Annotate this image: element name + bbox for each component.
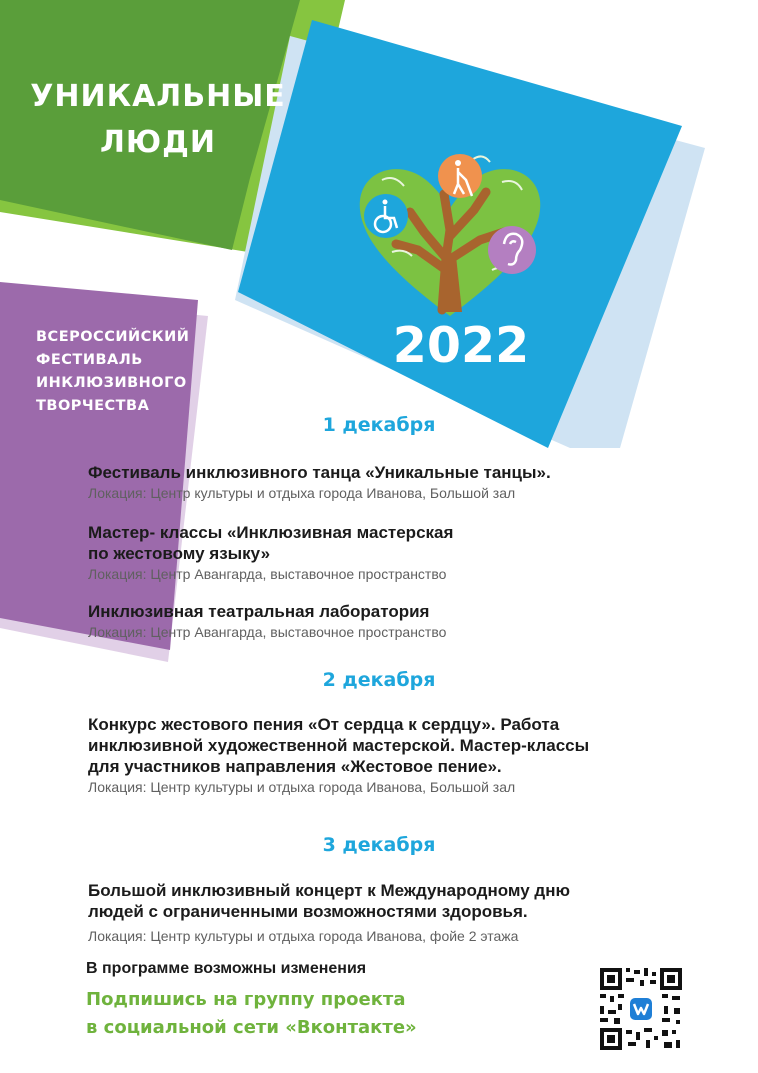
event-title: по жестовому языку»	[88, 544, 271, 563]
event-location: Локация: Центр Авангарда, выставочное пространство	[88, 624, 447, 640]
blind-walker-icon	[438, 154, 482, 198]
subtitle-line3: ИНКЛЮЗИВНОГО	[36, 375, 187, 391]
event-location: Локация: Центр культуры и отдыха города Иванова, Большой зал	[88, 779, 516, 795]
event-title: Инклюзивная театральная лаборатория	[88, 602, 430, 621]
event-title: Конкурс жестового пения «От сердца к сердцу». Работа	[88, 715, 560, 734]
subscribe-line1: Подпишись на группу проекта	[86, 989, 406, 1010]
qr-code-icon[interactable]	[598, 966, 684, 1052]
event-location: Локация: Центр Авангарда, выставочное пространство	[88, 566, 447, 582]
event-item	[88, 462, 678, 502]
event-item	[88, 522, 678, 583]
tree-heart-icon	[352, 140, 548, 322]
event-title: Большой инклюзивный концерт к Международному дню	[88, 881, 570, 900]
day-heading: 3 декабря	[322, 834, 436, 856]
year-label: 2022	[392, 317, 530, 374]
subtitle-line1: ВСЕРОССИЙСКИЙ	[36, 329, 190, 345]
event-item	[88, 714, 678, 796]
festival-title-line2: ЛЮДИ	[100, 125, 216, 160]
event-item	[88, 880, 678, 945]
day-heading: 2 декабря	[322, 669, 436, 691]
event-item	[88, 601, 678, 641]
subtitle-line2: ФЕСТИВАЛЬ	[36, 352, 143, 368]
event-title: людей с ограниченными возможностями здоровья.	[88, 902, 528, 921]
event-title: для участников направления «Жестовое пение».	[88, 757, 502, 776]
festival-subtitle	[36, 326, 236, 418]
festival-title	[0, 74, 316, 166]
event-title: Фестиваль инклюзивного танца «Уникальные танцы».	[88, 463, 551, 482]
festival-title-line1: УНИКАЛЬНЫЕ	[30, 79, 286, 114]
event-location: Локация: Центр культуры и отдыха города Иванова, фойе 2 этажа	[88, 928, 519, 944]
subscribe-cta	[86, 986, 417, 1042]
subscribe-line2: в социальной сети «Вконтакте»	[86, 1017, 417, 1038]
subtitle-line4: ТВОРЧЕСТВА	[36, 398, 150, 414]
day-heading: 1 декабря	[322, 414, 436, 436]
changes-note: В программе возможны изменения	[86, 960, 367, 977]
event-location: Локация: Центр культуры и отдыха города Иванова, Большой зал	[88, 485, 516, 501]
event-title: инклюзивной художественной мастерской. Мастер-классы	[88, 736, 590, 755]
event-title: Мастер- классы «Инклюзивная мастерская	[88, 523, 454, 542]
